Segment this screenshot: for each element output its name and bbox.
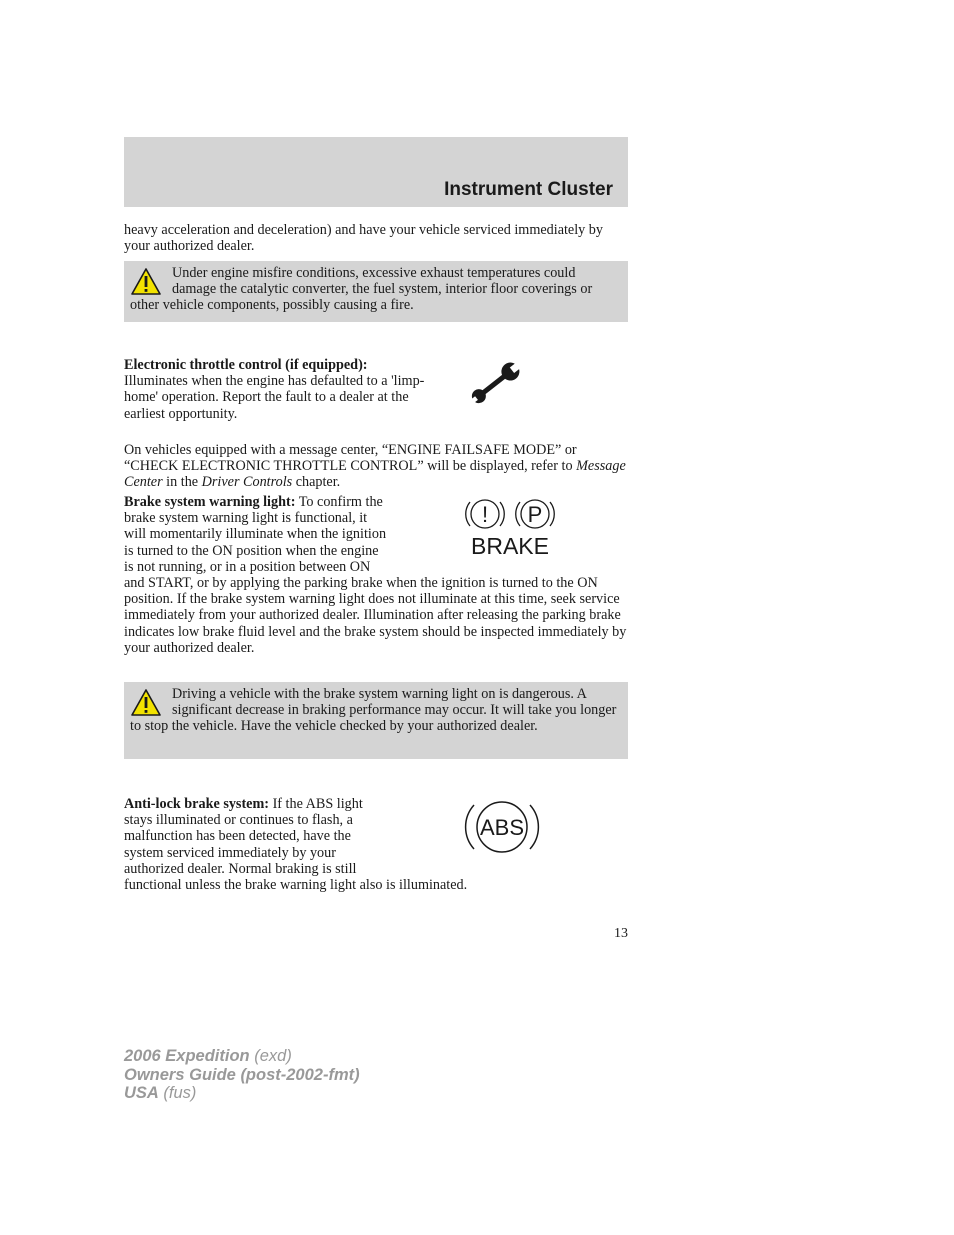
warning-box-misfire xyxy=(124,261,628,322)
abs-icon-label: ABS xyxy=(479,815,525,840)
warning-text: Driving a vehicle with the brake system warning light on is dangerous. A significant decrease in braking performance may occur. It will take you longer to stop the vehicle. Have the vehicle checked by your authorized dealer. xyxy=(130,686,617,735)
footer-line-3 xyxy=(124,1084,360,1103)
brake-body: To confirm the brake system warning light is functional, it will momentarily illuminate when the ignition is turned to the ON position when the engine is not running, or in a position between ON and START, or by applying the parking brake when the ignition is turned to the ON position. If the brake system warning light does not illuminate at this time, seek service immediately from your authorized dealer. Illumination after releasing the parking brake indicates low brake fluid level and the brake system should be inspected immediately by your authorized dealer. xyxy=(124,494,627,656)
warning-triangle-icon xyxy=(130,267,162,297)
brake-icon-label: BRAKE xyxy=(471,533,549,557)
abs-paragraph xyxy=(124,796,628,893)
footer-market-code: (fus) xyxy=(158,1084,197,1102)
abs-warning-icon xyxy=(462,795,542,859)
throttle-paragraph xyxy=(124,357,434,422)
throttle-title: Electronic throttle control (if equipped): xyxy=(124,357,368,373)
brake-icon-p: P xyxy=(527,502,543,527)
driver-controls-ref: Driver Controls xyxy=(201,474,293,491)
throttle-message-paragraph xyxy=(124,442,628,491)
abs-title: Anti-lock brake system: xyxy=(124,796,270,812)
warning-box-brake xyxy=(124,682,628,759)
intro-paragraph: heavy acceleration and deceleration) and have your vehicle serviced immediately by your authorized dealer. xyxy=(124,222,603,255)
page-number: 13 xyxy=(614,926,628,941)
footer-market: USA xyxy=(124,1084,159,1102)
document-footer xyxy=(124,1047,360,1103)
warning-triangle-icon xyxy=(130,688,162,718)
message-center-ref: Message Center xyxy=(124,458,626,491)
section-title: Instrument Cluster xyxy=(444,179,613,200)
footer-model-code: (exd) xyxy=(249,1047,292,1065)
throttle-body: Illuminates when the engine has defaulted to a 'limp-home' operation. Report the fault to a dealer at the earliest opportunity. xyxy=(124,373,425,422)
brake-title: Brake system warning light: xyxy=(124,494,296,510)
section-header xyxy=(124,137,628,207)
wrench-icon xyxy=(462,356,532,408)
throttle-message-text: On vehicles equipped with a message center, “ENGINE FAILSAFE MODE” or “CHECK ELECTRONIC THROTTLE CONTROL” will be displayed, refer to xyxy=(124,442,577,475)
footer-line-1 xyxy=(124,1047,360,1066)
throttle-message-post: chapter. xyxy=(292,474,341,491)
footer-model: 2006 Expedition xyxy=(124,1047,250,1065)
footer-line-2 xyxy=(124,1066,360,1085)
brake-icon-excl: ! xyxy=(481,502,489,527)
brake-warning-icon xyxy=(462,495,558,557)
warning-text: Under engine misfire conditions, excessive exhaust temperatures could damage the catalytic converter, the fuel system, interior floor coverings or other vehicle components, possibly causing a fire. xyxy=(130,265,593,314)
throttle-message-mid: in the xyxy=(162,474,202,491)
footer-guide: Owners Guide (post-2002-fmt) xyxy=(124,1065,360,1084)
abs-body: If the ABS light stays illuminated or continues to flash, a malfunction has been detected, have the system serviced immediately by your authorized dealer. Normal braking is still functional unless the brake warning light also is illuminated. xyxy=(124,796,468,894)
